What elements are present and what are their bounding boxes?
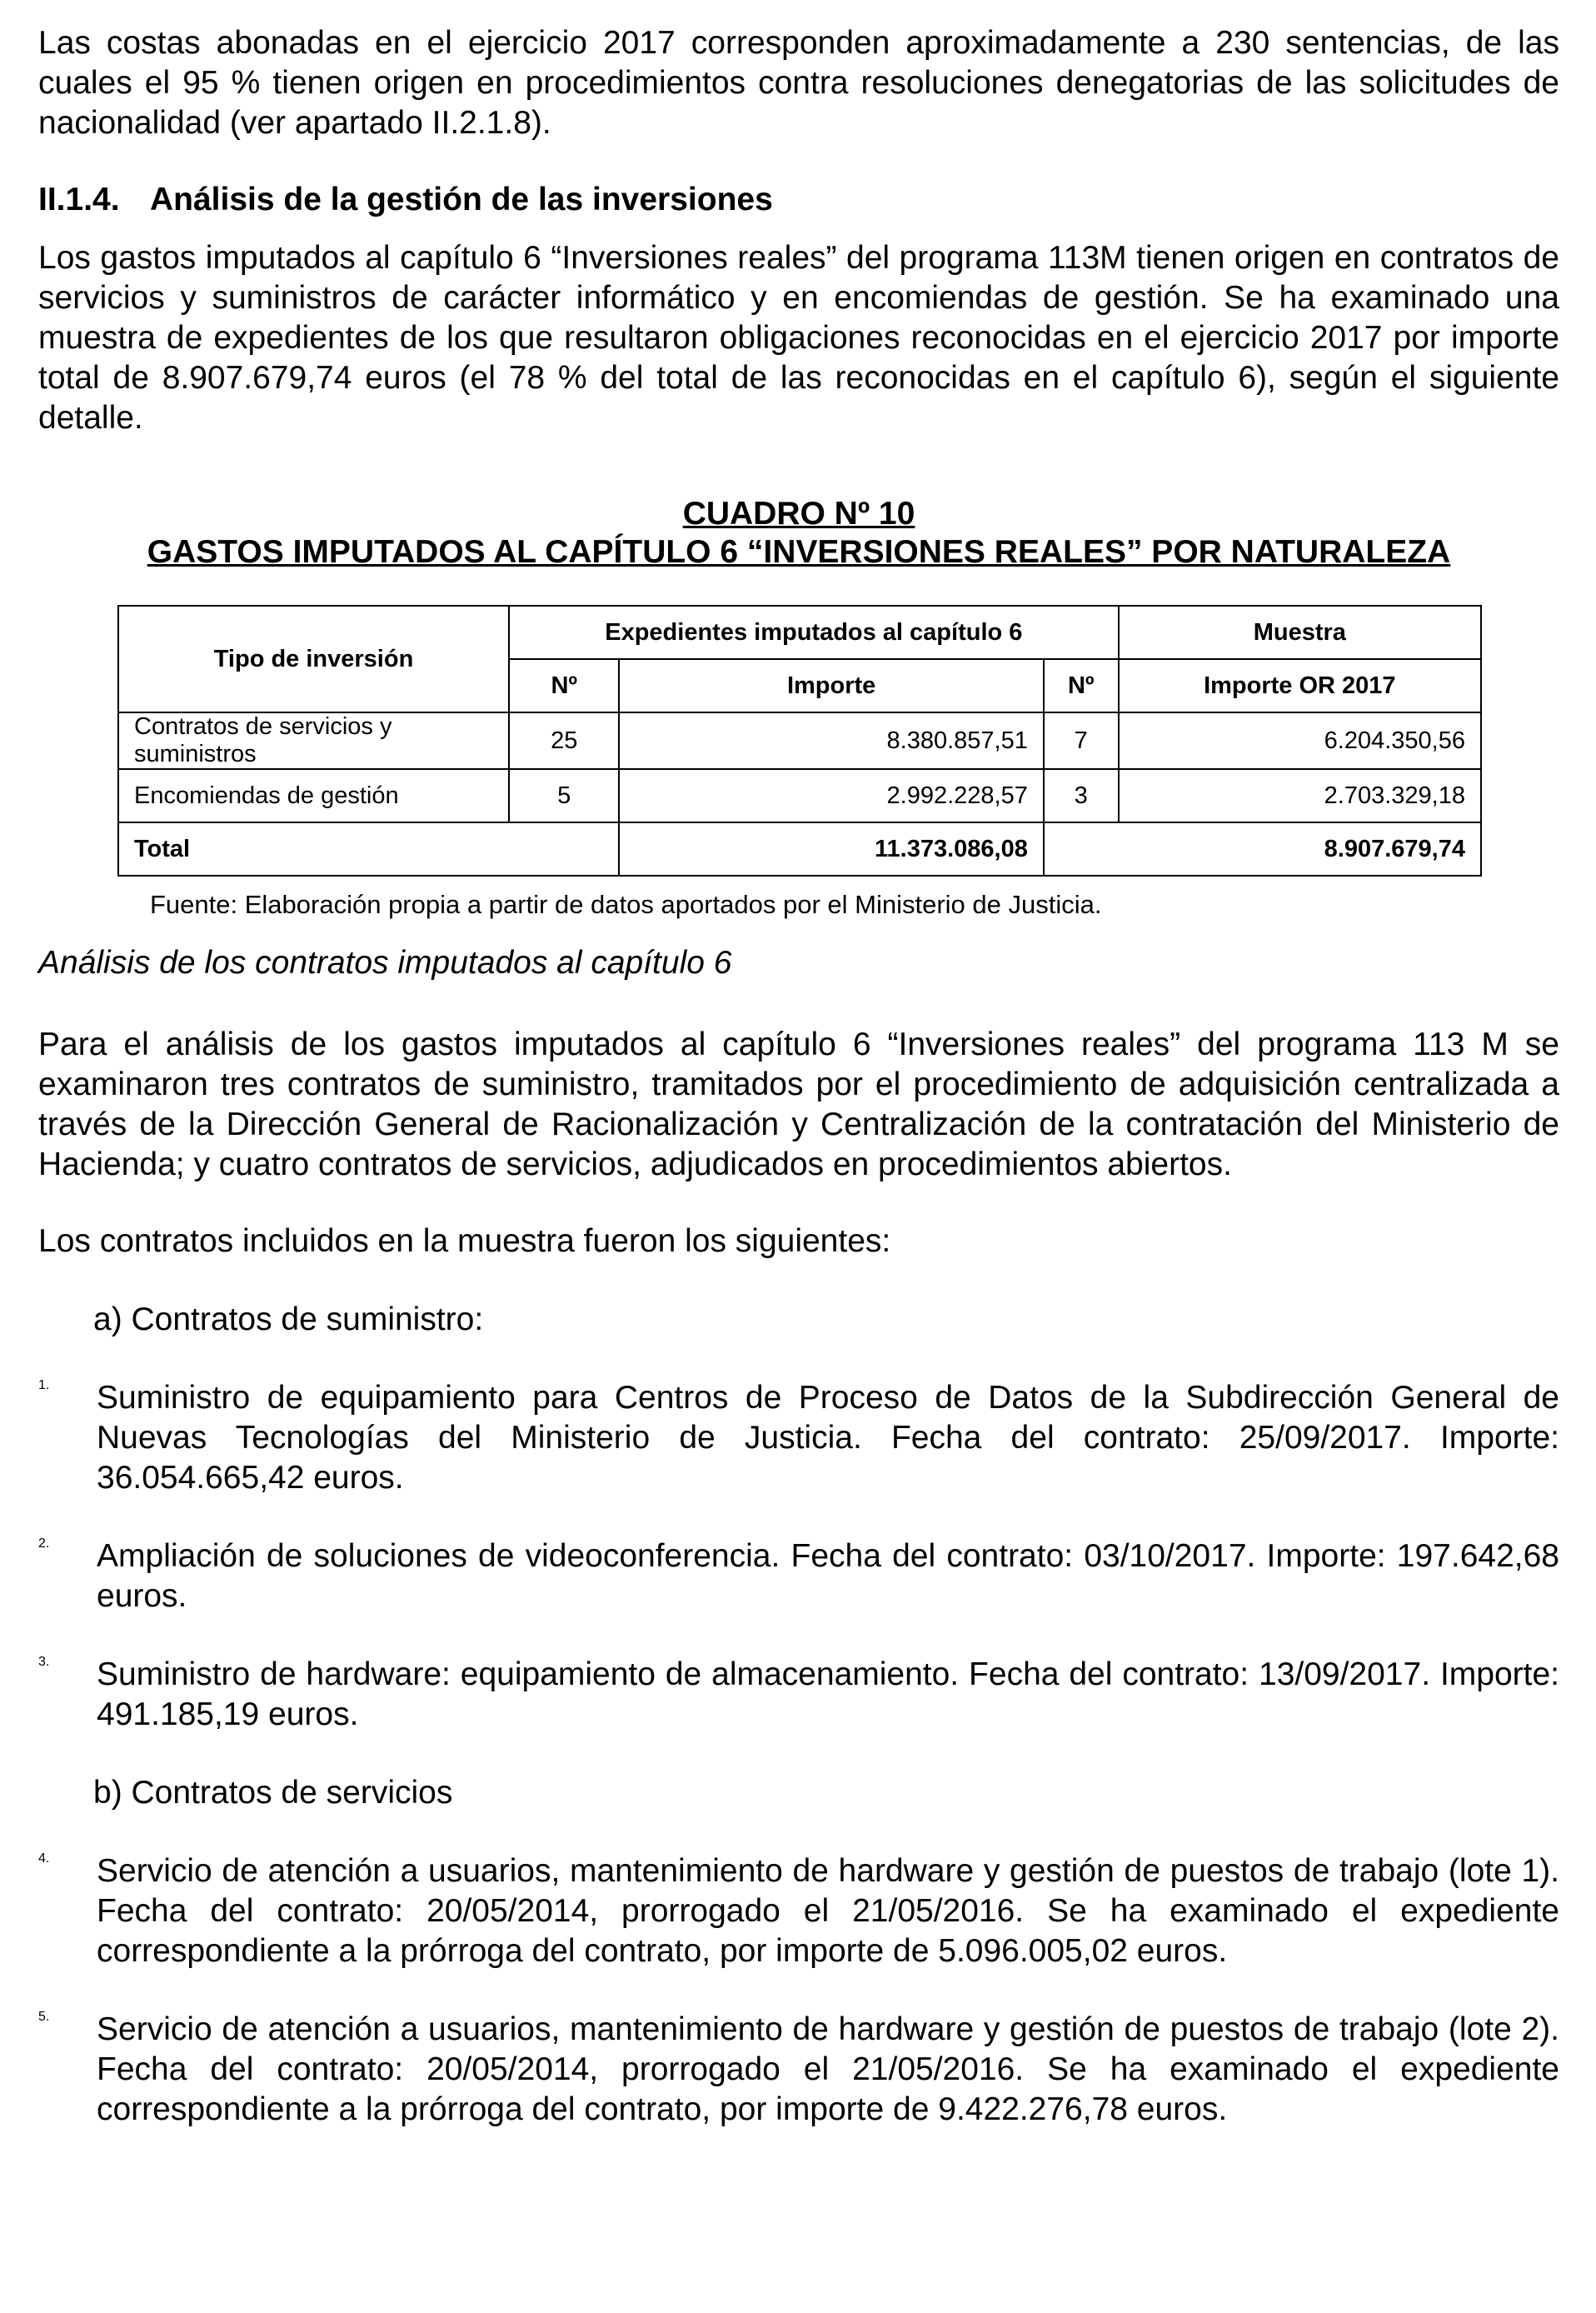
table-header-row xyxy=(118,606,1481,659)
analysis-paragraph: Para el análisis de los gastos imputados al capítulo 6 “Inversiones reales” del programa 113 M se examinaron tres contratos de suministro, tramitados por el procedimiento de adquisición centralizada a través de la Dirección General de Racionalización y Centralización de la contratación del Ministerio de Hacienda; y cuatro contratos de servicios, adjudicados en procedimientos abiertos. xyxy=(38,1027,1559,1182)
list-item-text: Suministro de equipamiento para Centros de Proceso de Datos de la Subdirección General de Nuevas Tecnologías del Ministerio de Justicia. Fecha del contrato: 25/09/2017. Importe: 36.054.665,42 euros. xyxy=(97,1380,1559,1496)
cuadro-number: CUADRO Nº 10 xyxy=(682,496,915,532)
list-item-text: Servicio de atención a usuarios, mantenimiento de hardware y gestión de puestos de trabajo (lote 2). Fecha del contrato: 20/05/2014, prorrogado el 21/05/2016. Se ha examinado el expediente correspondiente a la prórroga del contrato, por importe de 9.422.276,78 euros. xyxy=(97,2011,1559,2127)
cell-importe: 2.992.228,57 xyxy=(619,769,1043,822)
cell-muestra-importe: 2.703.329,18 xyxy=(1119,769,1481,822)
list-item-text: Suministro de hardware: equipamiento de almacenamiento. Fecha del contrato: 13/09/2017. Importe: 491.185,19 euros. xyxy=(97,1656,1559,1732)
header-tipo: Tipo de inversión xyxy=(118,606,509,712)
investments-table xyxy=(117,605,1482,877)
document-page xyxy=(38,23,1559,2130)
section-title: Análisis de la gestión de las inversiones xyxy=(150,182,773,217)
list-item xyxy=(38,1378,1559,1498)
total-label: Total xyxy=(118,822,619,876)
table-source: Fuente: Elaboración propia a partir de datos aportados por el Ministerio de Justicia. xyxy=(150,890,1102,919)
list-item-text: Servicio de atención a usuarios, mantenimiento de hardware y gestión de puestos de trabajo (lote 1). Fecha del contrato: 20/05/2014, prorrogado el 21/05/2016. Se ha examinado el expediente correspondiente a la prórroga del contrato, por importe de 5.096.005,02 euros. xyxy=(97,1853,1559,1969)
header-n2: Nº xyxy=(1044,659,1119,712)
total-muestra-importe: 8.907.679,74 xyxy=(1044,822,1481,876)
cell-muestra-n: 3 xyxy=(1044,769,1119,822)
list-item-number: 5. xyxy=(38,2010,50,2024)
header-importe-or: Importe OR 2017 xyxy=(1119,659,1481,712)
contracts-intro: Los contratos incluidos en la muestra fueron los siguientes: xyxy=(38,1223,891,1259)
section-number: II.1.4. xyxy=(38,182,120,217)
header-n1: Nº xyxy=(509,659,619,712)
section-heading xyxy=(38,180,1559,220)
cell-n: 25 xyxy=(509,712,619,769)
cell-n: 5 xyxy=(509,769,619,822)
cell-tipo: Encomiendas de gestión xyxy=(118,769,509,822)
header-expedientes: Expedientes imputados al capítulo 6 xyxy=(509,606,1119,659)
table-row xyxy=(118,769,1481,822)
cuadro-title: GASTOS IMPUTADOS AL CAPÍTULO 6 “INVERSIONES REALES” POR NATURALEZA xyxy=(147,534,1451,570)
intro-paragraph: Las costas abonadas en el ejercicio 2017 corresponden aproximadamente a 230 sentencias, de las cuales el 95 % tienen origen en procedimientos contra resoluciones denegatorias de las solicitudes de nacionalidad (ver apartado II.2.1.8). xyxy=(38,25,1559,141)
italic-heading: Análisis de los contratos imputados al capítulo 6 xyxy=(38,945,732,981)
group-b-label: b) Contratos de servicios xyxy=(93,1775,453,1811)
list-item-text: Ampliación de soluciones de videoconferencia. Fecha del contrato: 03/10/2017. Importe: 197.642,68 euros. xyxy=(97,1538,1559,1614)
table-row xyxy=(118,712,1481,769)
list-item-number: 4. xyxy=(38,1851,50,1866)
cell-muestra-importe: 6.204.350,56 xyxy=(1119,712,1481,769)
cell-muestra-n: 7 xyxy=(1044,712,1119,769)
header-muestra: Muestra xyxy=(1119,606,1481,659)
list-item-number: 3. xyxy=(38,1655,50,1669)
list-item-number: 2. xyxy=(38,1536,50,1551)
group-a-label: a) Contratos de suministro: xyxy=(93,1301,484,1337)
list-item xyxy=(38,1851,1559,1971)
header-importe: Importe xyxy=(619,659,1043,712)
list-item xyxy=(38,2010,1559,2130)
cell-importe: 8.380.857,51 xyxy=(619,712,1043,769)
section-paragraph: Los gastos imputados al capítulo 6 “Inversiones reales” del programa 113M tienen origen en contratos de servicios y suministros de carácter informático y en encomiendas de gestión. Se ha examinado una muestra de expedientes de los que resultaron obligaciones reconocidas en el ejercicio 2017 por importe total de 8.907.679,74 euros (el 78 % del total de las reconocidas en el capítulo 6), según el siguiente detalle. xyxy=(38,240,1559,436)
table-total-row xyxy=(118,822,1481,876)
total-importe: 11.373.086,08 xyxy=(619,822,1043,876)
cell-tipo: Contratos de servicios y suministros xyxy=(118,712,509,769)
list-item xyxy=(38,1536,1559,1616)
list-item xyxy=(38,1655,1559,1735)
list-item-number: 1. xyxy=(38,1378,50,1392)
